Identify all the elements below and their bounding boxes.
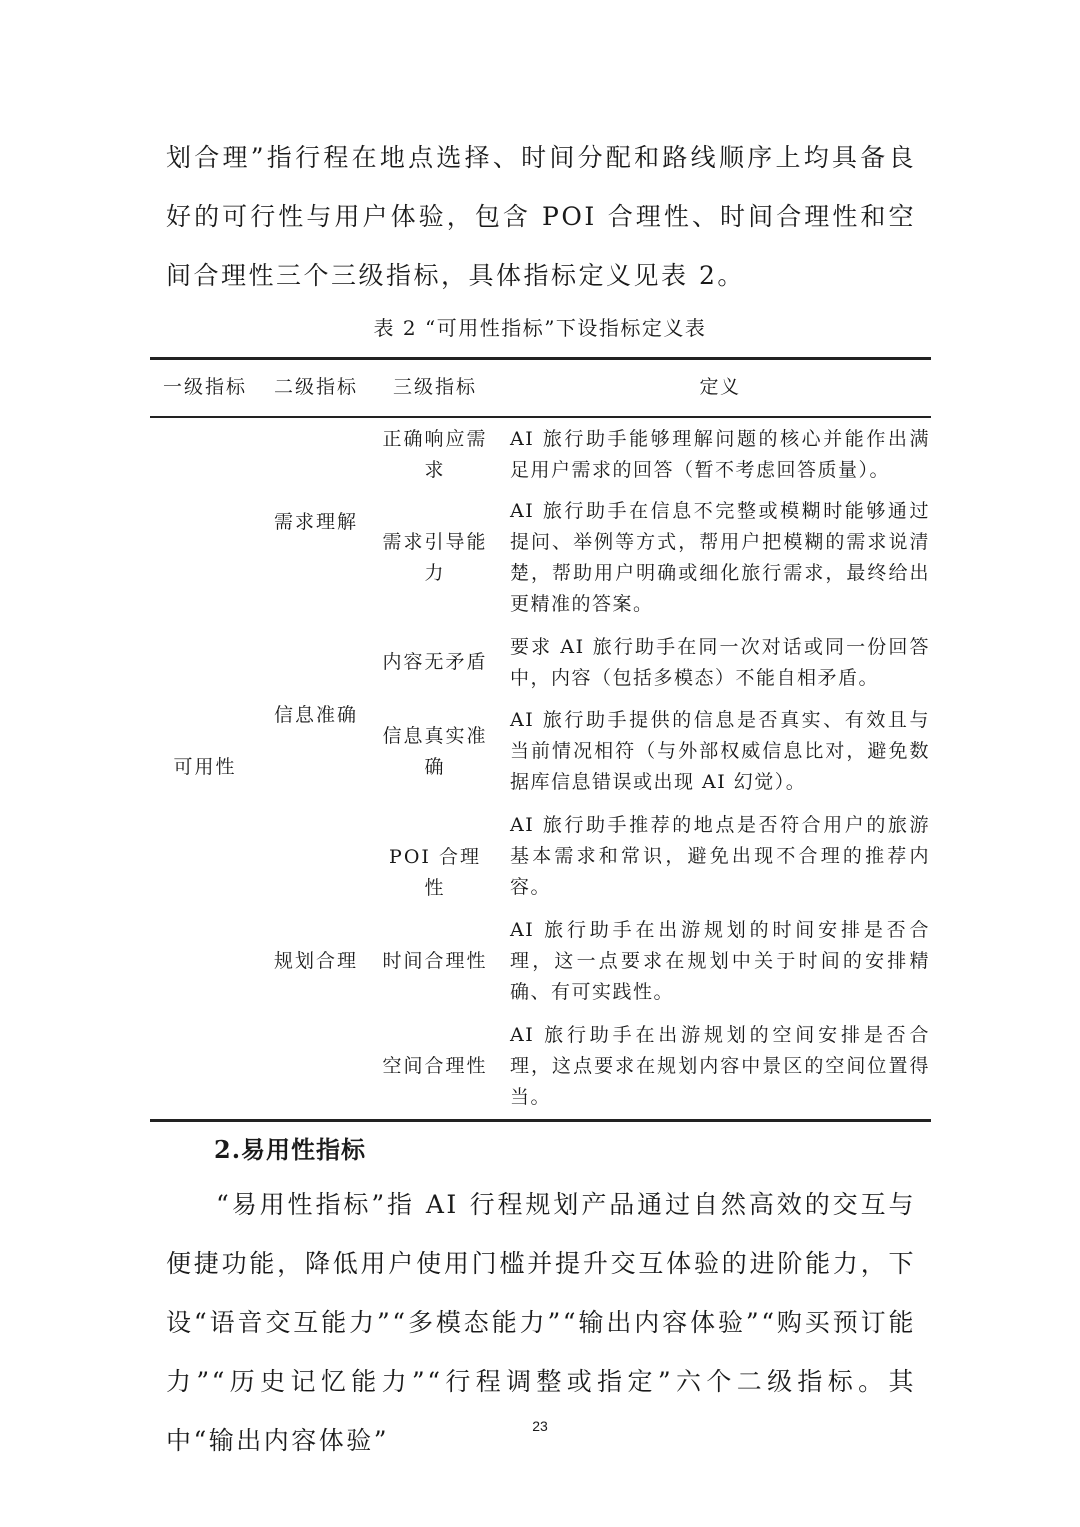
table-top-rule [150, 357, 931, 360]
level2-cell-planning: 规划合理 [273, 950, 358, 972]
header-level2: 二级指标 [273, 376, 358, 398]
table-bottom-rule [150, 1119, 931, 1122]
section-paragraph: “易用性指标”指 AI 行程规划产品通过自然高效的交互与便捷功能，降低用户使用门槛并提升交互体验的进阶能力，下设“语音交互能力”“多模态能力”“输出内容体验”“购买预订能力”“历史记忆能力”“行程调整或指定”六个二级指标。其中“输出内容体验” [166, 1190, 916, 1455]
definition-cell: AI 旅行助手推荐的地点是否符合用户的旅游基本需求和常识，避免出现不合理的推荐内容。 [510, 814, 930, 898]
level3-cell: 需求引导能力 [382, 531, 488, 584]
header-level3: 三级指标 [392, 376, 477, 398]
level3-cell: 时间合理性 [382, 950, 488, 972]
table-header-rule [150, 416, 931, 418]
level1-cell: 可用性 [173, 756, 237, 778]
table-caption: 表 2 “可用性指标”下设指标定义表 [373, 316, 707, 340]
level3-cell: 信息真实准确 [382, 725, 488, 778]
section-heading: 2.易用性指标 [214, 1135, 367, 1164]
level3-cell: POI 合理性 [389, 846, 481, 899]
intro-paragraph: 划合理”指行程在地点选择、时间分配和路线顺序上均具备良好的可行性与用户体验，包含 POI 合理性、时间合理性和空间合理性三个三级指标，具体指标定义见表 2。 [166, 143, 916, 290]
definition-cell: AI 旅行助手在信息不完整或模糊时能够通过提问、举例等方式，帮用户把模糊的需求说清楚，帮助用户明确或细化旅行需求，最终给出更精准的答案。 [510, 500, 930, 615]
definition-cell: AI 旅行助手提供的信息是否真实、有效且与当前情况相符（与外部权威信息比对，避免数据库信息错误或出现 AI 幻觉）。 [510, 709, 930, 793]
definition-cell: AI 旅行助手在出游规划的空间安排是否合理，这点要求在规划内容中景区的空间位置得当。 [510, 1024, 930, 1108]
level2-cell-demand: 需求理解 [273, 511, 358, 533]
definition-cell: 要求 AI 旅行助手在同一次对话或同一份回答中，内容（包括多模态）不能自相矛盾。 [510, 636, 930, 689]
page-number: 23 [532, 1418, 548, 1434]
level2-cell-accuracy: 信息准确 [273, 704, 358, 726]
definition-cell: AI 旅行助手在出游规划的时间安排是否合理，这一点要求在规划中关于时间的安排精确、有可实践性。 [510, 919, 930, 1003]
definition-cell: AI 旅行助手能够理解问题的核心并能作出满足用户需求的回答（暂不考虑回答质量）。 [510, 428, 930, 481]
level3-cell: 正确响应需求 [382, 428, 488, 481]
level3-cell: 内容无矛盾 [382, 651, 488, 673]
level3-cell: 空间合理性 [382, 1055, 488, 1077]
header-level1: 一级指标 [162, 376, 247, 398]
header-definition: 定义 [699, 376, 741, 398]
